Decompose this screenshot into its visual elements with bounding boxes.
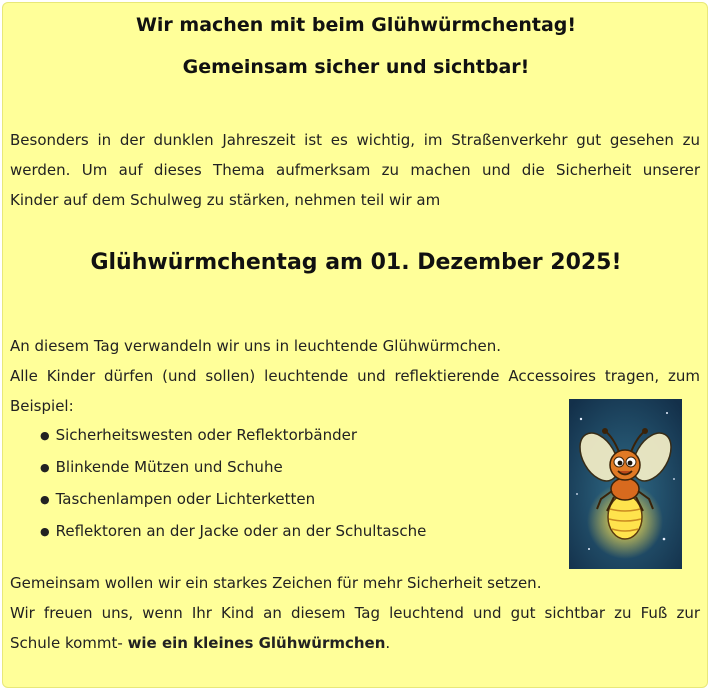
body-line-1: An diesem Tag verwandeln wir uns in leuchtende Glühwürmchen. bbox=[10, 337, 502, 355]
accessories-list bbox=[40, 420, 426, 548]
closing-paragraph bbox=[10, 568, 700, 658]
intro-line-1: Besonders in der dunklen Jahreszeit ist es wichtig, im Straßenverkehr gut gesehen zu bbox=[10, 131, 700, 149]
body-line-3: Beispiel: bbox=[10, 397, 74, 415]
firefly-illustration bbox=[569, 399, 682, 569]
heading-line-1: Wir machen mit beim Glühwürmchentag! bbox=[135, 14, 577, 36]
intro-paragraph bbox=[10, 125, 700, 215]
closing-emphasis: wie ein kleines Glühwürmchen bbox=[127, 634, 386, 652]
closing-line-2: Wir freuen uns, wenn Ihr Kind an diesem Tag leuchtend und gut sichtbar zu Fuß zur bbox=[10, 604, 700, 622]
list-item: ● Taschenlampen oder Lichterketten bbox=[40, 484, 426, 516]
list-item: ● Sicherheitswesten oder Reflektorbänder bbox=[40, 420, 426, 452]
intro-line-3: Kinder auf dem Schulweg zu stärken, nehmen teil wir am bbox=[10, 191, 441, 209]
closing-line-3 bbox=[10, 628, 700, 658]
firefly-icon bbox=[569, 399, 682, 569]
intro-line-2: werden. Um auf dieses Thema aufmerksam zu machen und die Sicherheit unserer bbox=[10, 161, 700, 179]
closing-line-3-end: . bbox=[385, 634, 391, 652]
event-date-heading: Glühwürmchentag am 01. Dezember 2025! bbox=[90, 250, 622, 275]
heading-line-2: Gemeinsam sicher und sichtbar! bbox=[182, 56, 530, 78]
closing-line-3-text: Schule kommt- bbox=[10, 634, 128, 652]
list-item: ● Reflektoren an der Jacke oder an der Schultasche bbox=[40, 516, 426, 548]
body-line-2: Alle Kinder dürfen (und sollen) leuchtende und reflektierende Accessoires tragen, zum bbox=[10, 367, 700, 385]
list-item: ● Blinkende Mützen und Schuhe bbox=[40, 452, 426, 484]
closing-line-1: Gemeinsam wollen wir ein starkes Zeichen für mehr Sicherheit setzen. bbox=[10, 574, 542, 592]
